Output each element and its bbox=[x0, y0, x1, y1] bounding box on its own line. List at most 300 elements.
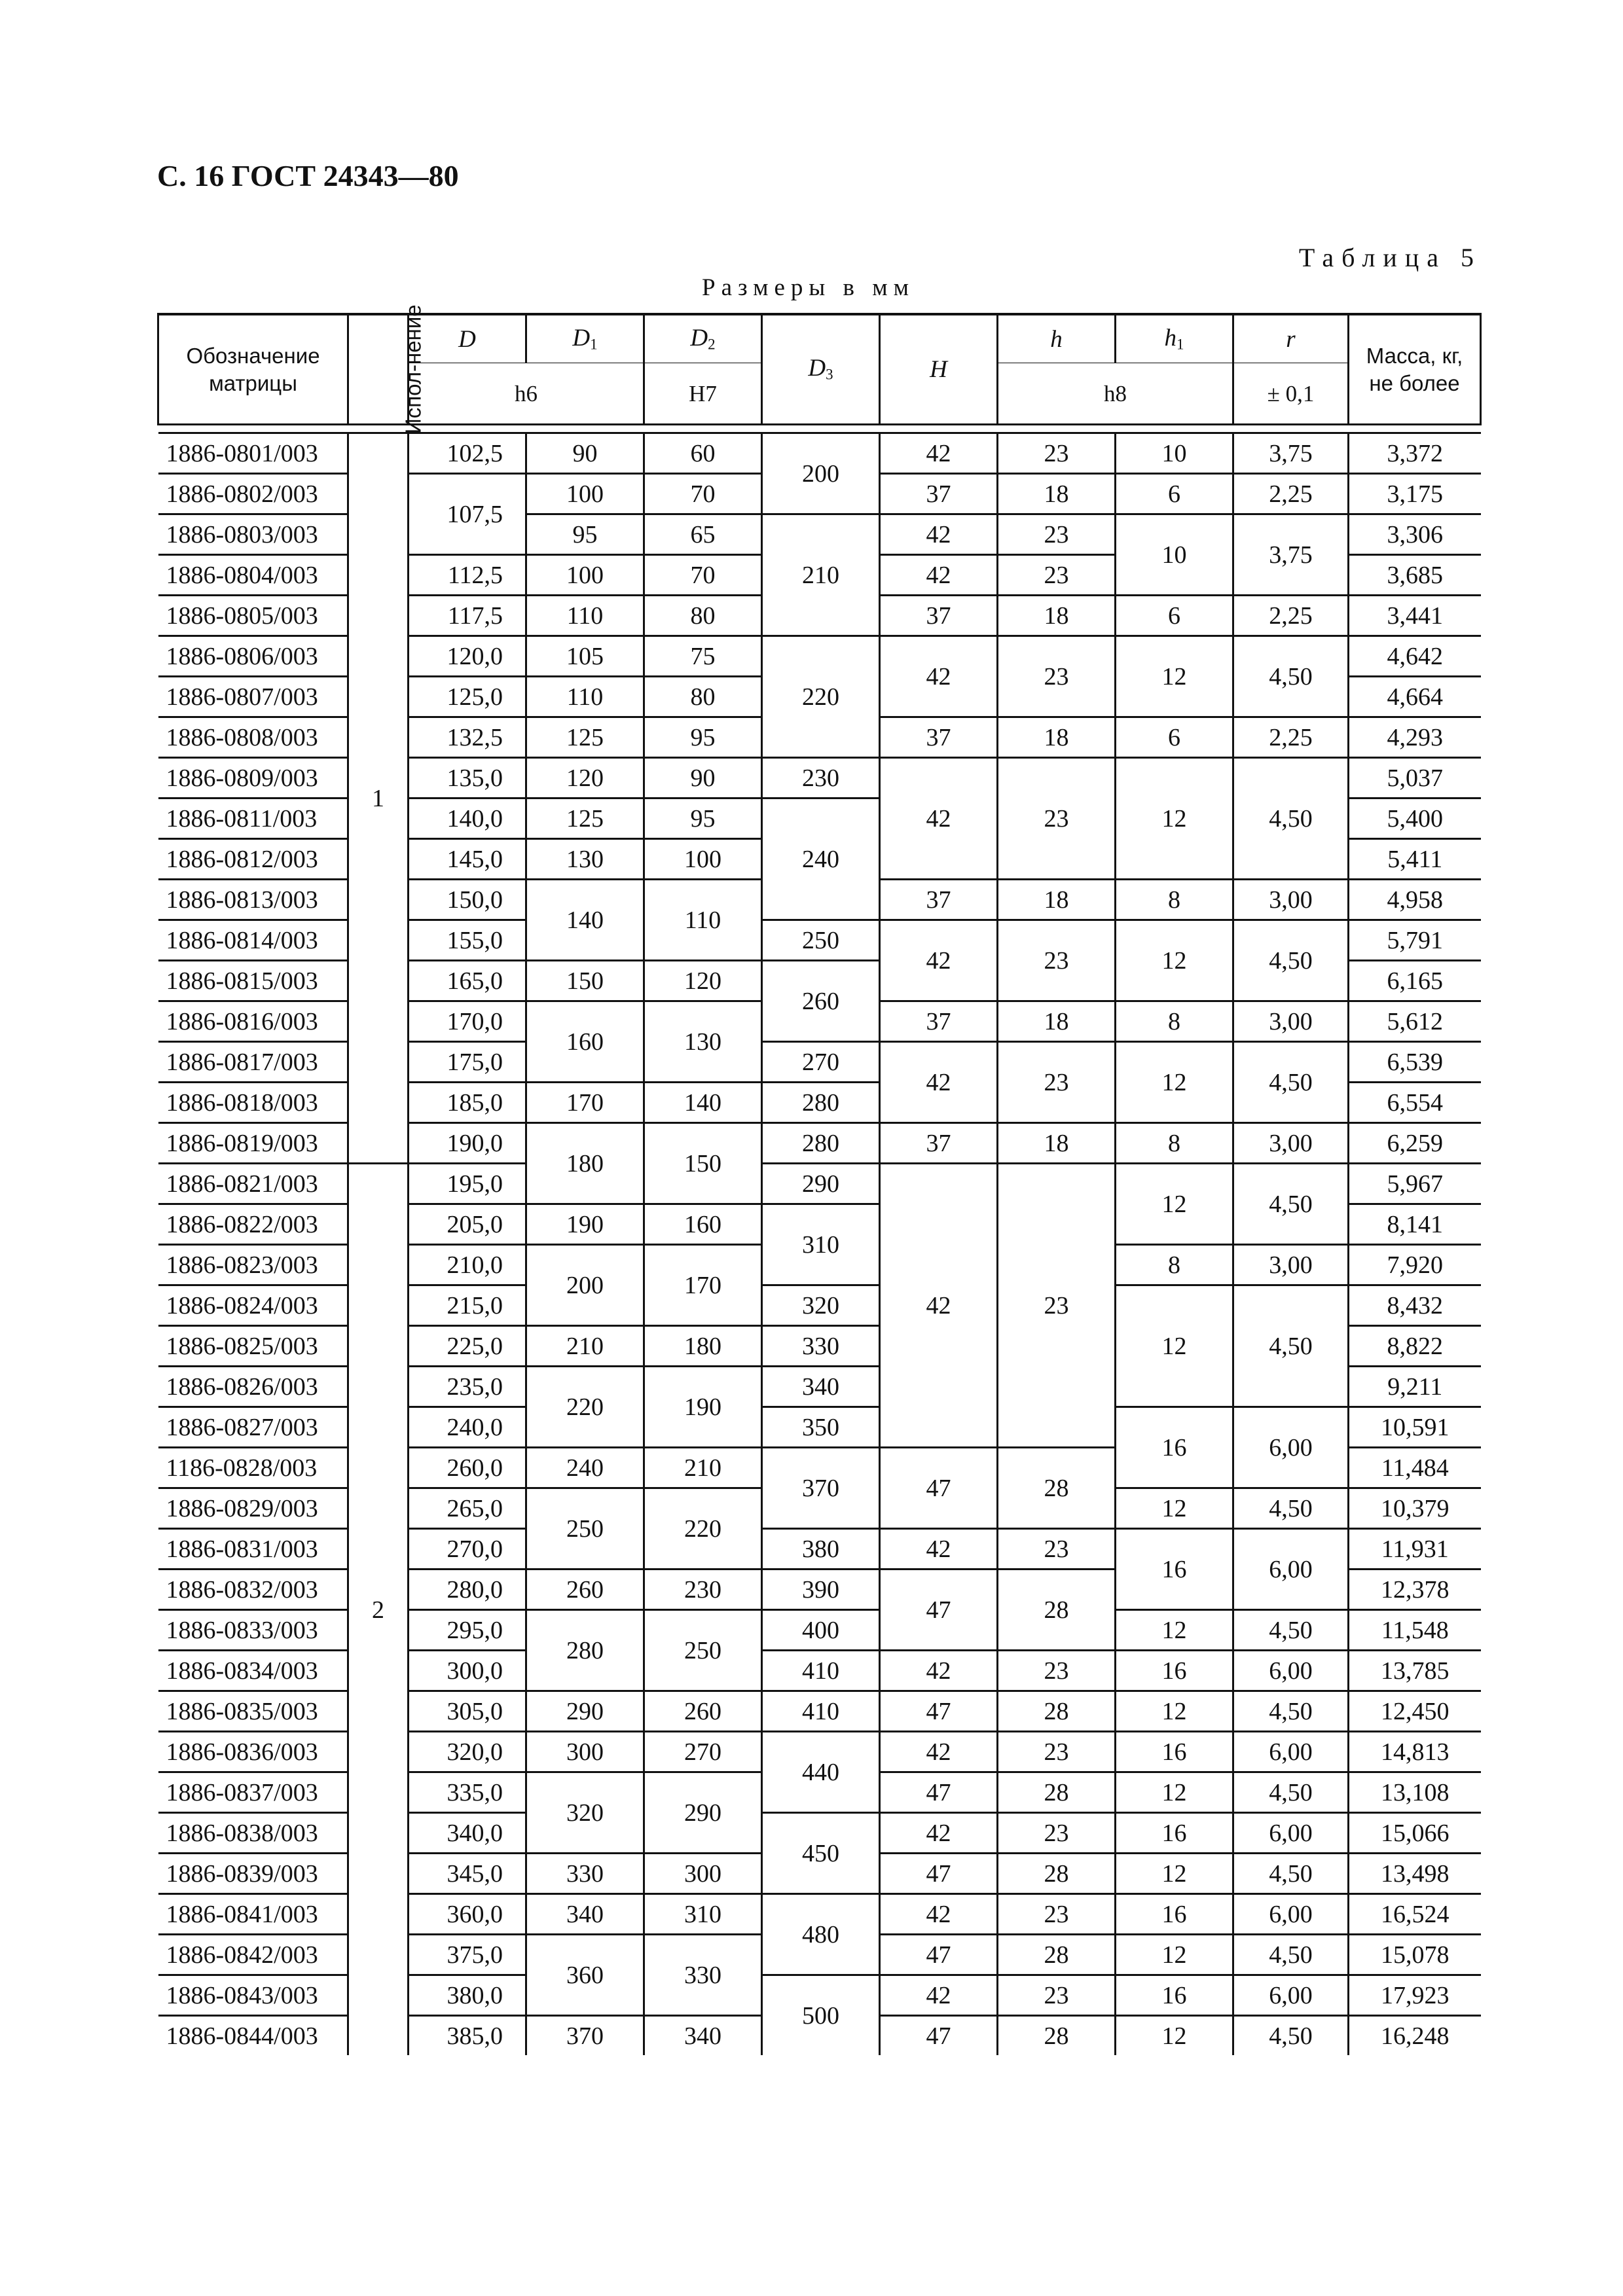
cell-h: 23 bbox=[998, 433, 1116, 474]
cell-d2: 250 bbox=[644, 1610, 762, 1691]
cell-d1: 330 bbox=[526, 1854, 644, 1894]
cell-h: 28 bbox=[998, 1854, 1116, 1894]
header-separator-cell bbox=[158, 425, 1481, 433]
cell-d: 205,0 bbox=[409, 1204, 526, 1245]
cell-h1: 16 bbox=[1116, 1813, 1233, 1854]
cell-d1: 110 bbox=[526, 677, 644, 717]
cell-d: 140,0 bbox=[409, 798, 526, 839]
cell-d1: 370 bbox=[526, 2016, 644, 2056]
cell-h: 23 bbox=[998, 514, 1116, 555]
cell-d3: 250 bbox=[762, 920, 880, 961]
cell-r: 3,75 bbox=[1233, 433, 1349, 474]
cell-d3: 440 bbox=[762, 1732, 880, 1813]
cell-h1: 12 bbox=[1116, 1164, 1233, 1245]
cell-designation: 1886-0812/003 bbox=[158, 839, 348, 880]
header-mass bbox=[1349, 314, 1481, 425]
cell-h: 37 bbox=[880, 880, 998, 920]
cell-designation: 1886-0818/003 bbox=[158, 1083, 348, 1123]
cell-mass: 7,920 bbox=[1349, 1245, 1481, 1285]
cell-d2: 80 bbox=[644, 596, 762, 636]
cell-d3: 410 bbox=[762, 1651, 880, 1691]
cell-r: 3,00 bbox=[1233, 1123, 1349, 1164]
cell-d1: 250 bbox=[526, 1488, 644, 1570]
cell-mass: 6,554 bbox=[1349, 1083, 1481, 1123]
cell-r: 4,50 bbox=[1233, 920, 1349, 1001]
cell-designation: 1886-0801/003 bbox=[158, 433, 348, 474]
cell-r: 4,50 bbox=[1233, 758, 1349, 880]
header-big-h-label: H bbox=[930, 356, 947, 383]
cell-r: 4,50 bbox=[1233, 1164, 1349, 1245]
header-r bbox=[1233, 314, 1349, 363]
cell-mass: 17,923 bbox=[1349, 1975, 1481, 2016]
cell-d3: 380 bbox=[762, 1529, 880, 1570]
cell-d1: 280 bbox=[526, 1610, 644, 1691]
cell-h1: 8 bbox=[1116, 1245, 1233, 1285]
cell-h1: 12 bbox=[1116, 1042, 1233, 1123]
cell-designation: 1886-0807/003 bbox=[158, 677, 348, 717]
cell-execution: 2 bbox=[348, 1164, 409, 2056]
cell-mass: 4,664 bbox=[1349, 677, 1481, 717]
cell-r: 4,50 bbox=[1233, 1042, 1349, 1123]
cell-d2: 340 bbox=[644, 2016, 762, 2056]
cell-d3: 230 bbox=[762, 758, 880, 798]
cell-mass: 5,612 bbox=[1349, 1001, 1481, 1042]
cell-d: 170,0 bbox=[409, 1001, 526, 1042]
cell-d3: 390 bbox=[762, 1570, 880, 1610]
header-execution bbox=[348, 304, 426, 435]
cell-h: 42 bbox=[880, 555, 998, 596]
cell-h: 47 bbox=[880, 1570, 998, 1651]
cell-d: 175,0 bbox=[409, 1042, 526, 1083]
cell-d: 320,0 bbox=[409, 1732, 526, 1772]
cell-mass: 13,498 bbox=[1349, 1854, 1481, 1894]
cell-d3: 240 bbox=[762, 798, 880, 920]
cell-d3: 210 bbox=[762, 514, 880, 636]
cell-h1: 10 bbox=[1116, 433, 1233, 474]
cell-d3: 350 bbox=[762, 1407, 880, 1448]
cell-d3: 370 bbox=[762, 1448, 880, 1529]
cell-r: 3,00 bbox=[1233, 1001, 1349, 1042]
cell-designation: 1886-0829/003 bbox=[158, 1488, 348, 1529]
cell-h1: 12 bbox=[1116, 1854, 1233, 1894]
cell-h: 18 bbox=[998, 596, 1116, 636]
cell-h: 23 bbox=[998, 555, 1116, 596]
cell-d: 345,0 bbox=[409, 1854, 526, 1894]
cell-d2: 75 bbox=[644, 636, 762, 677]
cell-h: 23 bbox=[998, 758, 1116, 880]
cell-d2: 160 bbox=[644, 1204, 762, 1245]
cell-h: 18 bbox=[998, 717, 1116, 758]
cell-d2: 70 bbox=[644, 555, 762, 596]
cell-d: 190,0 bbox=[409, 1123, 526, 1164]
header-h-label: h bbox=[1050, 325, 1063, 353]
cell-d: 295,0 bbox=[409, 1610, 526, 1651]
cell-designation: 1886-0834/003 bbox=[158, 1651, 348, 1691]
header-d2 bbox=[644, 314, 762, 363]
cell-d: 340,0 bbox=[409, 1813, 526, 1854]
cell-r: 4,50 bbox=[1233, 2016, 1349, 2056]
cell-d2: 110 bbox=[644, 880, 762, 961]
cell-r: 6,00 bbox=[1233, 1894, 1349, 1935]
cell-d2: 130 bbox=[644, 1001, 762, 1083]
cell-mass: 5,791 bbox=[1349, 920, 1481, 961]
cell-mass: 14,813 bbox=[1349, 1732, 1481, 1772]
cell-d: 215,0 bbox=[409, 1285, 526, 1326]
cell-r: 6,00 bbox=[1233, 1732, 1349, 1772]
cell-designation: 1886-0821/003 bbox=[158, 1164, 348, 1204]
cell-d3: 340 bbox=[762, 1367, 880, 1407]
cell-d: 270,0 bbox=[409, 1529, 526, 1570]
header-d3-sub: 3 bbox=[826, 366, 833, 383]
cell-mass: 11,548 bbox=[1349, 1610, 1481, 1651]
cell-mass: 4,958 bbox=[1349, 880, 1481, 920]
cell-designation: 1886-0817/003 bbox=[158, 1042, 348, 1083]
header-d bbox=[409, 314, 526, 363]
header-d1-sub: 1 bbox=[590, 336, 598, 353]
cell-h: 37 bbox=[880, 717, 998, 758]
header-d3-label: D bbox=[808, 355, 826, 382]
cell-mass: 5,967 bbox=[1349, 1164, 1481, 1204]
cell-d2: 210 bbox=[644, 1448, 762, 1488]
cell-h: 47 bbox=[880, 1448, 998, 1529]
cell-d3: 500 bbox=[762, 1975, 880, 2056]
cell-r: 3,75 bbox=[1233, 514, 1349, 596]
cell-designation: 1886-0814/003 bbox=[158, 920, 348, 961]
cell-d3: 450 bbox=[762, 1813, 880, 1894]
cell-h1: 8 bbox=[1116, 880, 1233, 920]
cell-h1: 12 bbox=[1116, 1772, 1233, 1813]
cell-designation: 1886-0842/003 bbox=[158, 1935, 348, 1975]
cell-h1: 16 bbox=[1116, 1407, 1233, 1488]
cell-d3: 260 bbox=[762, 961, 880, 1042]
cell-mass: 3,306 bbox=[1349, 514, 1481, 555]
cell-h: 23 bbox=[998, 1732, 1116, 1772]
cell-h1: 12 bbox=[1116, 1488, 1233, 1529]
cell-d3: 200 bbox=[762, 433, 880, 514]
cell-mass: 11,931 bbox=[1349, 1529, 1481, 1570]
cell-h: 42 bbox=[880, 1164, 998, 1448]
cell-d1: 110 bbox=[526, 596, 644, 636]
cell-mass: 4,642 bbox=[1349, 636, 1481, 677]
cell-h: 47 bbox=[880, 1935, 998, 1975]
cell-designation: 1886-0827/003 bbox=[158, 1407, 348, 1448]
cell-mass: 13,785 bbox=[1349, 1651, 1481, 1691]
cell-r: 6,00 bbox=[1233, 1529, 1349, 1610]
cell-h1: 6 bbox=[1116, 596, 1233, 636]
cell-d1: 125 bbox=[526, 798, 644, 839]
cell-d1: 90 bbox=[526, 433, 644, 474]
cell-designation: 1886-0844/003 bbox=[158, 2016, 348, 2056]
cell-r: 2,25 bbox=[1233, 717, 1349, 758]
cell-d3: 310 bbox=[762, 1204, 880, 1285]
cell-designation: 1886-0823/003 bbox=[158, 1245, 348, 1285]
cell-designation: 1886-0836/003 bbox=[158, 1732, 348, 1772]
cell-designation: 1886-0811/003 bbox=[158, 798, 348, 839]
header-r-label: r bbox=[1286, 325, 1296, 353]
cell-r: 6,00 bbox=[1233, 1975, 1349, 2016]
cell-h1: 6 bbox=[1116, 717, 1233, 758]
cell-designation: 1886-0831/003 bbox=[158, 1529, 348, 1570]
cell-d1: 125 bbox=[526, 717, 644, 758]
cell-designation: 1886-0843/003 bbox=[158, 1975, 348, 2016]
cell-d2: 70 bbox=[644, 474, 762, 514]
cell-d: 240,0 bbox=[409, 1407, 526, 1448]
cell-designation: 1886-0808/003 bbox=[158, 717, 348, 758]
cell-h: 42 bbox=[880, 920, 998, 1001]
cell-mass: 5,400 bbox=[1349, 798, 1481, 839]
cell-d3: 270 bbox=[762, 1042, 880, 1083]
header-designation-label: Обозначение матрицы bbox=[186, 344, 320, 395]
cell-execution: 1 bbox=[348, 433, 409, 1164]
cell-d2: 260 bbox=[644, 1691, 762, 1732]
cell-d1: 300 bbox=[526, 1732, 644, 1772]
cell-designation: 1886-0841/003 bbox=[158, 1894, 348, 1935]
cell-d1: 100 bbox=[526, 555, 644, 596]
cell-mass: 16,248 bbox=[1349, 2016, 1481, 2056]
cell-h: 42 bbox=[880, 1813, 998, 1854]
header-separator bbox=[158, 425, 1481, 433]
cell-h1: 16 bbox=[1116, 1894, 1233, 1935]
cell-h: 47 bbox=[880, 1854, 998, 1894]
cell-d1: 150 bbox=[526, 961, 644, 1001]
cell-d: 280,0 bbox=[409, 1570, 526, 1610]
cell-mass: 6,259 bbox=[1349, 1123, 1481, 1164]
cell-d1: 140 bbox=[526, 880, 644, 961]
cell-mass: 3,685 bbox=[1349, 555, 1481, 596]
header-execution-label: Испол-нение bbox=[401, 304, 426, 435]
cell-d2: 290 bbox=[644, 1772, 762, 1854]
cell-d: 150,0 bbox=[409, 880, 526, 920]
cell-h1: 12 bbox=[1116, 1285, 1233, 1407]
cell-d2: 95 bbox=[644, 798, 762, 839]
cell-h: 28 bbox=[998, 2016, 1116, 2056]
cell-mass: 3,441 bbox=[1349, 596, 1481, 636]
cell-mass: 16,524 bbox=[1349, 1894, 1481, 1935]
cell-designation: 1886-0806/003 bbox=[158, 636, 348, 677]
cell-d: 107,5 bbox=[409, 474, 526, 555]
cell-r: 4,50 bbox=[1233, 1691, 1349, 1732]
cell-h: 42 bbox=[880, 433, 998, 474]
cell-h: 18 bbox=[998, 880, 1116, 920]
cell-h1: 12 bbox=[1116, 1691, 1233, 1732]
cell-r: 4,50 bbox=[1233, 636, 1349, 717]
cell-designation: 1886-0837/003 bbox=[158, 1772, 348, 1813]
cell-d2: 310 bbox=[644, 1894, 762, 1935]
cell-h: 18 bbox=[998, 1001, 1116, 1042]
cell-mass: 6,165 bbox=[1349, 961, 1481, 1001]
cell-h: 28 bbox=[998, 1772, 1116, 1813]
cell-h: 47 bbox=[880, 1772, 998, 1813]
cell-d: 120,0 bbox=[409, 636, 526, 677]
cell-h: 23 bbox=[998, 1975, 1116, 2016]
cell-d1: 190 bbox=[526, 1204, 644, 1245]
cell-mass: 11,484 bbox=[1349, 1448, 1481, 1488]
cell-d: 385,0 bbox=[409, 2016, 526, 2056]
cell-mass: 9,211 bbox=[1349, 1367, 1481, 1407]
cell-h: 23 bbox=[998, 1894, 1116, 1935]
header-d1-label: D bbox=[572, 324, 591, 351]
cell-d2: 65 bbox=[644, 514, 762, 555]
cell-d1: 290 bbox=[526, 1691, 644, 1732]
cell-h: 28 bbox=[998, 1448, 1116, 1529]
cell-d3: 220 bbox=[762, 636, 880, 758]
cell-h1: 12 bbox=[1116, 758, 1233, 880]
cell-h: 23 bbox=[998, 1813, 1116, 1854]
header-h1-sub: 1 bbox=[1176, 336, 1184, 353]
header-h1 bbox=[1116, 314, 1233, 363]
cell-d: 195,0 bbox=[409, 1164, 526, 1204]
cell-designation: 1886-0804/003 bbox=[158, 555, 348, 596]
cell-d: 260,0 bbox=[409, 1448, 526, 1488]
cell-d1: 210 bbox=[526, 1326, 644, 1367]
cell-d1: 180 bbox=[526, 1123, 644, 1204]
cell-d1: 340 bbox=[526, 1894, 644, 1935]
cell-d: 145,0 bbox=[409, 839, 526, 880]
cell-d1: 200 bbox=[526, 1245, 644, 1326]
cell-h1: 16 bbox=[1116, 1732, 1233, 1772]
cell-mass: 5,411 bbox=[1349, 839, 1481, 880]
cell-d: 135,0 bbox=[409, 758, 526, 798]
cell-d: 360,0 bbox=[409, 1894, 526, 1935]
cell-d1: 130 bbox=[526, 839, 644, 880]
cell-designation: 1886-0832/003 bbox=[158, 1570, 348, 1610]
cell-mass: 8,822 bbox=[1349, 1326, 1481, 1367]
cell-d3: 410 bbox=[762, 1691, 880, 1732]
table-row bbox=[158, 1164, 1481, 1204]
cell-designation: 1886-0833/003 bbox=[158, 1610, 348, 1651]
cell-r: 6,00 bbox=[1233, 1407, 1349, 1488]
cell-d3: 280 bbox=[762, 1123, 880, 1164]
cell-designation: 1886-0805/003 bbox=[158, 596, 348, 636]
cell-d: 265,0 bbox=[409, 1488, 526, 1529]
cell-h: 28 bbox=[998, 1570, 1116, 1651]
cell-mass: 13,108 bbox=[1349, 1772, 1481, 1813]
header-h1-label: h bbox=[1164, 324, 1177, 351]
cell-r: 3,00 bbox=[1233, 1245, 1349, 1285]
header-d3 bbox=[762, 314, 880, 425]
header-tol-d2: H7 bbox=[644, 363, 762, 425]
table-label: Таблица 5 bbox=[1298, 243, 1482, 272]
cell-d2: 170 bbox=[644, 1245, 762, 1326]
cell-designation: 1886-0825/003 bbox=[158, 1326, 348, 1367]
cell-mass: 3,175 bbox=[1349, 474, 1481, 514]
cell-d3: 320 bbox=[762, 1285, 880, 1326]
cell-d2: 300 bbox=[644, 1854, 762, 1894]
cell-d2: 140 bbox=[644, 1083, 762, 1123]
cell-d: 112,5 bbox=[409, 555, 526, 596]
cell-h: 37 bbox=[880, 596, 998, 636]
header-big-h bbox=[880, 314, 998, 425]
cell-r: 3,00 bbox=[1233, 880, 1349, 920]
cell-mass: 8,141 bbox=[1349, 1204, 1481, 1245]
cell-mass: 10,379 bbox=[1349, 1488, 1481, 1529]
cell-mass: 15,066 bbox=[1349, 1813, 1481, 1854]
cell-d1: 240 bbox=[526, 1448, 644, 1488]
cell-designation: 1886-0809/003 bbox=[158, 758, 348, 798]
cell-d2: 100 bbox=[644, 839, 762, 880]
cell-designation: 1886-0813/003 bbox=[158, 880, 348, 920]
cell-h: 42 bbox=[880, 1975, 998, 2016]
cell-h1: 12 bbox=[1116, 920, 1233, 1001]
cell-d1: 95 bbox=[526, 514, 644, 555]
cell-r: 4,50 bbox=[1233, 1772, 1349, 1813]
cell-h: 28 bbox=[998, 1691, 1116, 1732]
cell-h: 42 bbox=[880, 1651, 998, 1691]
cell-d1: 120 bbox=[526, 758, 644, 798]
table-row bbox=[158, 433, 1481, 474]
cell-mass: 8,432 bbox=[1349, 1285, 1481, 1326]
header-d1 bbox=[526, 314, 644, 363]
header-designation bbox=[158, 314, 348, 425]
cell-d1: 160 bbox=[526, 1001, 644, 1083]
cell-r: 2,25 bbox=[1233, 474, 1349, 514]
header-d2-label: D bbox=[690, 324, 708, 351]
cell-d2: 90 bbox=[644, 758, 762, 798]
cell-d1: 170 bbox=[526, 1083, 644, 1123]
cell-d1: 360 bbox=[526, 1935, 644, 2016]
cell-h: 23 bbox=[998, 636, 1116, 717]
header-d-label: D bbox=[458, 325, 476, 353]
cell-r: 4,50 bbox=[1233, 1935, 1349, 1975]
dimensions-table bbox=[157, 304, 1482, 2055]
cell-d1: 100 bbox=[526, 474, 644, 514]
cell-h1: 12 bbox=[1116, 1610, 1233, 1651]
cell-h1: 16 bbox=[1116, 1651, 1233, 1691]
cell-d: 210,0 bbox=[409, 1245, 526, 1285]
cell-d2: 220 bbox=[644, 1488, 762, 1570]
cell-d2: 95 bbox=[644, 717, 762, 758]
cell-d2: 180 bbox=[644, 1326, 762, 1367]
cell-h: 23 bbox=[998, 1164, 1116, 1448]
header-tol-d: h6 bbox=[409, 363, 644, 425]
cell-h: 42 bbox=[880, 514, 998, 555]
cell-r: 4,50 bbox=[1233, 1285, 1349, 1407]
cell-mass: 12,378 bbox=[1349, 1570, 1481, 1610]
cell-d: 335,0 bbox=[409, 1772, 526, 1813]
cell-h1: 12 bbox=[1116, 636, 1233, 717]
cell-h: 47 bbox=[880, 2016, 998, 2056]
cell-h: 28 bbox=[998, 1935, 1116, 1975]
cell-h: 37 bbox=[880, 1001, 998, 1042]
cell-d: 132,5 bbox=[409, 717, 526, 758]
cell-d3: 480 bbox=[762, 1894, 880, 1975]
cell-designation: 1886-0826/003 bbox=[158, 1367, 348, 1407]
units-label: Размеры в мм bbox=[702, 274, 915, 301]
header-tol-r: ± 0,1 bbox=[1233, 363, 1349, 425]
cell-d: 102,5 bbox=[409, 433, 526, 474]
cell-designation: 1186-0828/003 bbox=[158, 1448, 348, 1488]
cell-designation: 1886-0803/003 bbox=[158, 514, 348, 555]
cell-d: 155,0 bbox=[409, 920, 526, 961]
cell-d2: 120 bbox=[644, 961, 762, 1001]
cell-h1: 12 bbox=[1116, 2016, 1233, 2056]
cell-d2: 230 bbox=[644, 1570, 762, 1610]
table-body bbox=[158, 433, 1481, 2056]
cell-h1: 6 bbox=[1116, 474, 1233, 514]
cell-r: 6,00 bbox=[1233, 1813, 1349, 1854]
cell-d: 165,0 bbox=[409, 961, 526, 1001]
cell-d2: 150 bbox=[644, 1123, 762, 1204]
cell-designation: 1886-0802/003 bbox=[158, 474, 348, 514]
cell-h: 42 bbox=[880, 1042, 998, 1123]
cell-h: 37 bbox=[880, 474, 998, 514]
cell-designation: 1886-0824/003 bbox=[158, 1285, 348, 1326]
cell-mass: 6,539 bbox=[1349, 1042, 1481, 1083]
cell-d: 300,0 bbox=[409, 1651, 526, 1691]
cell-h: 42 bbox=[880, 636, 998, 717]
cell-h: 23 bbox=[998, 1042, 1116, 1123]
cell-d: 375,0 bbox=[409, 1935, 526, 1975]
